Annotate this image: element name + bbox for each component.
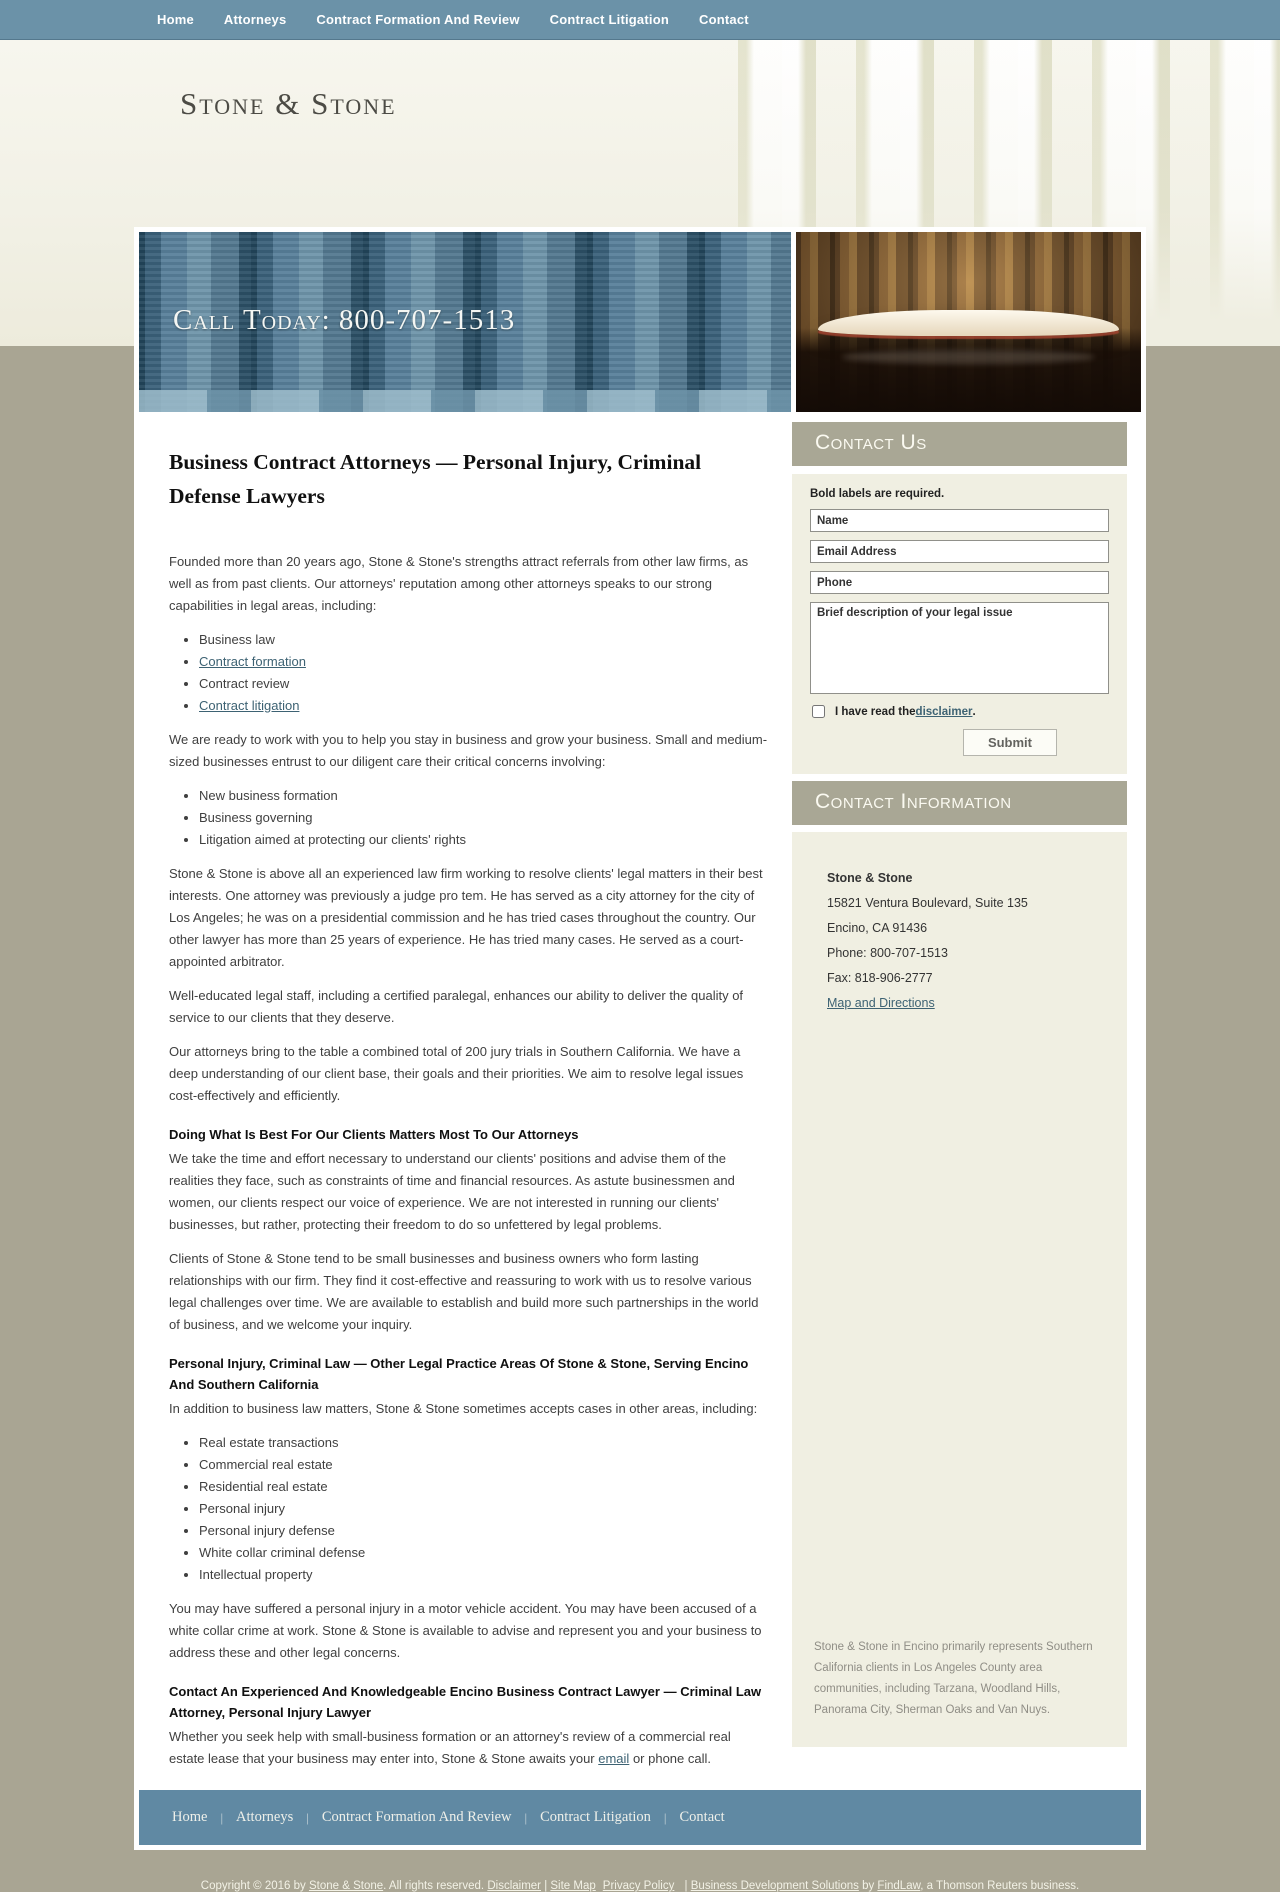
list-item: • White collar criminal defense <box>199 1542 769 1564</box>
address-line: Encino, CA 91436 <box>827 921 928 935</box>
top-navigation <box>0 0 1280 40</box>
firm-logo[interactable]: Stone & Stone <box>180 86 397 121</box>
other-areas-list <box>169 1432 769 1586</box>
hero-banner <box>139 232 1141 412</box>
list-item: • Personal injury defense <box>199 1520 769 1542</box>
footer-navigation <box>139 1790 1141 1845</box>
list-item: • Business governing <box>199 807 769 829</box>
privacy-policy-link[interactable]: Privacy Policy <box>602 1880 675 1892</box>
business-development-solutions-link[interactable]: Business Development Solutions <box>690 1880 859 1892</box>
list-item <box>199 651 769 673</box>
page-card <box>134 227 1146 1850</box>
paragraph: In addition to business law matters, Stone & Stone sometimes accepts cases in other areas, including: <box>169 1401 758 1416</box>
copyright-bar <box>0 1880 1280 1892</box>
address-block <box>827 866 1109 1016</box>
nav-item-attorneys[interactable]: Attorneys <box>223 12 287 27</box>
list-item: • Personal injury <box>199 1498 769 1520</box>
stone-and-stone-link[interactable]: Stone & Stone <box>308 1880 384 1892</box>
findlaw-link[interactable]: FindLaw <box>877 1880 921 1892</box>
paragraph: We take the time and effort necessary to understand our clients' positions and advise them of the realities they face, such as constraints of time and financial resources. As astute businessmen and women, our clients respect our voice of experience. We are not interested in running our clients' businesses, but rather, protecting their freedom to do so unfettered by legal problems. <box>169 1151 735 1232</box>
contact-information-header: Contact Information <box>792 781 1127 825</box>
paragraph: Clients of Stone & Stone tend to be small businesses and business owners who form lasting relationships with our firm. They find it cost-effective and reassuring to work with us to resolve various legal challenges over time. We are available to establish and build more such partnerships in the world of business, and we welcome your inquiry. <box>169 1251 759 1332</box>
footer-nav-home[interactable]: Home <box>172 1809 208 1825</box>
site-map-link[interactable]: Site Map <box>550 1880 596 1892</box>
sidebar <box>792 422 1127 1747</box>
closing-text: Whether you seek help with small-business formation or an attorney's review of a commercial real estate lease that your business may enter into, Stone & Stone awaits your <box>169 1729 731 1766</box>
paragraph: We are ready to work with you to help you stay in business and grow your business. Small and medium-sized businesses entrust to our diligent care their critical concerns involving: <box>169 732 768 769</box>
copyright-text: | <box>681 1880 691 1892</box>
page-title: Business Contract Attorneys — Personal Injury, Criminal Defense Lawyers <box>169 450 702 508</box>
closing-text: or phone call. <box>629 1751 711 1766</box>
section-heading-contact: Contact An Experienced And Knowledgeable Encino Business Contract Lawyer — Criminal Law Attorney, Personal Injury Lawyer <box>169 1684 762 1720</box>
map-directions-link[interactable]: Map and Directions <box>827 996 935 1010</box>
footer-nav-contact[interactable]: Contact <box>679 1809 725 1825</box>
paragraph: You may have suffered a personal injury in a motor vehicle accident. You may have been accused of a white collar crime at work. Stone & Stone is available to advise and represent you and your business to address these and other legal concerns. <box>169 1601 762 1660</box>
copyright-text: . All rights reserved. <box>383 1880 488 1892</box>
list-item: • New business formation <box>199 785 769 807</box>
list-item: • Business law <box>199 629 769 651</box>
email-link[interactable]: email <box>598 1751 630 1766</box>
nav-item-contract-litigation[interactable]: Contract Litigation <box>549 12 669 27</box>
copyright-text: | <box>541 1880 551 1892</box>
copyright-text: , a Thomson Reuters business. <box>920 1880 1080 1892</box>
list-item: • Commercial real estate <box>199 1454 769 1476</box>
footer-nav-contract-litigation[interactable]: Contract Litigation <box>540 1809 651 1825</box>
contact-information-panel <box>792 832 1127 1747</box>
practice-areas-list <box>169 629 769 717</box>
submit-button[interactable]: Submit <box>963 729 1057 756</box>
call-today-text: Call Today: 800-707-1513 <box>173 304 516 336</box>
contact-form <box>792 474 1127 774</box>
phone-number: Phone: 800-707-1513 <box>827 946 948 960</box>
disclaimer-label: . <box>972 705 976 718</box>
contract-litigation-link[interactable]: Contract litigation <box>199 698 300 713</box>
closing-paragraph <box>169 1726 769 1770</box>
service-area-text: Stone & Stone in Encino primarily represents Southern California clients in Los Angeles County area communities, including Tarzana, Woodland Hills, Panorama City, Sherman Oaks and Van Nuys. <box>814 1641 1093 1716</box>
contact-us-header: Contact Us <box>792 422 1127 466</box>
law-books-banner-image <box>139 232 791 412</box>
separator: | <box>220 1809 224 1825</box>
separator: | <box>663 1809 667 1825</box>
intro-paragraph: Founded more than 20 years ago, Stone & Stone's strengths attract referrals from other law firms, as well as from past clients. Our attorneys' reputation among other attorneys speaks to our strong capabilities in legal areas, including: <box>169 554 749 613</box>
footer-nav-contract-formation[interactable]: Contract Formation And Review <box>321 1809 512 1825</box>
book-reflection <box>842 350 1095 364</box>
copyright-text: Copyright © 2016 by <box>200 1880 309 1892</box>
paragraph: Well-educated legal staff, including a certified paralegal, enhances our ability to deliver the quality of service to our clients that they deserve. <box>169 988 744 1025</box>
email-input[interactable] <box>810 540 1109 563</box>
list-item: • Intellectual property <box>199 1564 769 1586</box>
main-content <box>169 412 769 1782</box>
list-item: • Contract review <box>199 673 769 695</box>
nav-item-contract-formation[interactable]: Contract Formation And Review <box>316 12 520 27</box>
contract-formation-link[interactable]: Contract formation <box>199 654 306 669</box>
address-line: 15821 Ventura Boulevard, Suite 135 <box>827 896 1028 910</box>
paragraph: Stone & Stone is above all an experienced law firm working to resolve clients' legal matters in their best interests. One attorney was previously a judge pro tem. He has served as a city attorney for the city of Los Angeles; he was on a presidential commission and he has tried cases throughout the country. Our other lawyer has more than 25 years of experience. He has tried many cases. He served as a court-appointed arbitrator. <box>169 866 763 969</box>
list-item: • Litigation aimed at protecting our clients' rights <box>199 829 769 851</box>
open-book-image <box>796 232 1141 412</box>
name-input[interactable] <box>810 509 1109 532</box>
message-textarea[interactable] <box>810 602 1109 694</box>
separator: | <box>524 1809 528 1825</box>
copyright-text: by <box>858 1880 878 1892</box>
disclaimer-label: I have read the <box>835 705 916 718</box>
list-item: • Residential real estate <box>199 1476 769 1498</box>
disclaimer-row <box>810 705 1109 718</box>
disclaimer-checkbox[interactable] <box>812 705 825 718</box>
phone-input[interactable] <box>810 571 1109 594</box>
footer-nav-attorneys[interactable]: Attorneys <box>236 1809 294 1825</box>
list-item: • Real estate transactions <box>199 1432 769 1454</box>
list-item <box>199 695 769 717</box>
form-note: Bold labels are required. <box>810 488 945 500</box>
open-book-pages <box>818 310 1119 336</box>
section-heading-clients: Doing What Is Best For Our Clients Matters Most To Our Attorneys <box>169 1127 579 1142</box>
business-concerns-list <box>169 785 769 851</box>
nav-item-contact[interactable]: Contact <box>699 12 749 27</box>
paragraph: Our attorneys bring to the table a combined total of 200 jury trials in Southern California. We have a deep understanding of our client base, their goals and their priorities. We aim to resolve legal issues cost-effectively and efficiently. <box>169 1044 744 1103</box>
section-heading-other-areas: Personal Injury, Criminal Law — Other Legal Practice Areas Of Stone & Stone, Serving Encino And Southern California <box>169 1356 749 1392</box>
separator: | <box>306 1809 309 1825</box>
firm-name: Stone & Stone <box>827 871 913 885</box>
fax-number: Fax: 818-906-2777 <box>827 971 933 985</box>
disclaimer-link[interactable]: disclaimer <box>915 705 973 718</box>
nav-item-home[interactable]: Home <box>157 12 194 27</box>
disclaimer-footer-link[interactable]: Disclaimer <box>487 1880 541 1892</box>
